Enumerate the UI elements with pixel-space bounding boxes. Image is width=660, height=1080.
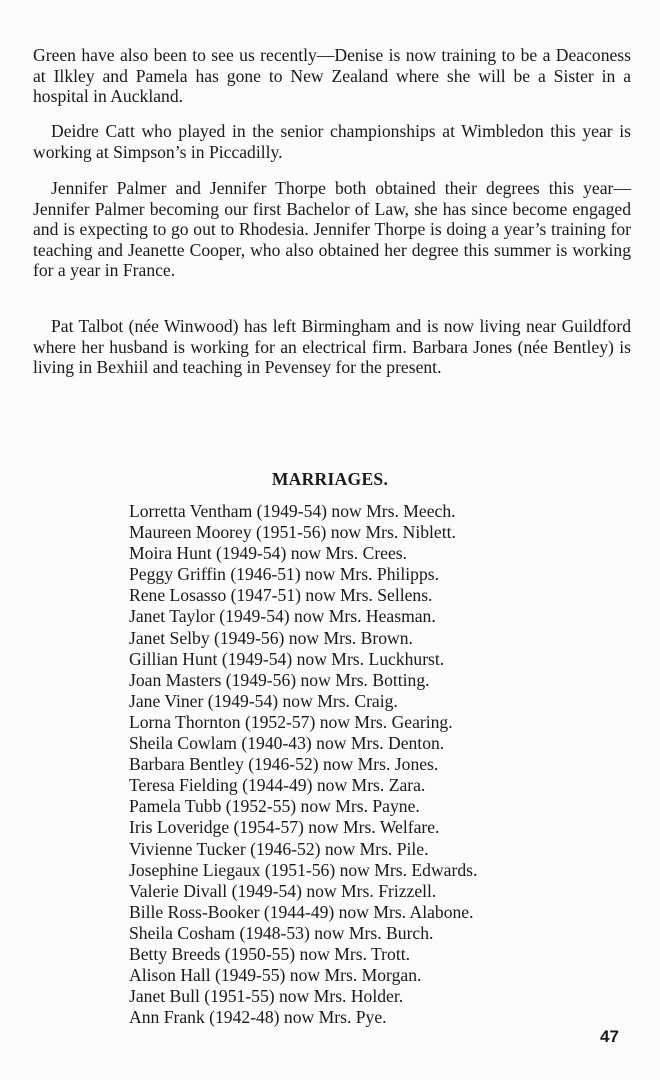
list-item: Bille Ross-Booker (1944-49) now Mrs. Alabone. bbox=[129, 901, 474, 922]
list-item: Janet Taylor (1949-54) now Mrs. Heasman. bbox=[129, 606, 436, 627]
marriages-heading: MARRIAGES. bbox=[271, 469, 389, 489]
list-item: Gillian Hunt (1949-54) now Mrs. Luckhurst. bbox=[129, 648, 445, 669]
list-item: Iris Loveridge (1954-57) now Mrs. Welfare. bbox=[129, 817, 440, 838]
list-item: Joan Masters (1949-56) now Mrs. Botting. bbox=[129, 669, 430, 690]
list-item: Josephine Liegaux (1951-56) now Mrs. Edwards. bbox=[129, 859, 478, 880]
list-item: Peggy Griffin (1946-51) now Mrs. Philipps. bbox=[129, 564, 440, 585]
paragraph-green-continued: Green have also been to see us recently—Denise is now training to be a Deaconess at Ilkley and Pamela has gone to New Zealand where she will be a Sister in a hospital in Auckland. bbox=[33, 45, 631, 106]
list-item: Teresa Fielding (1944-49) now Mrs. Zara. bbox=[129, 775, 426, 796]
list-item: Lorretta Ventham (1949-54) now Mrs. Meech. bbox=[129, 501, 456, 521]
list-item: Moira Hunt (1949-54) now Mrs. Crees. bbox=[129, 543, 408, 564]
list-item: Barbara Bentley (1946-52) now Mrs. Jones. bbox=[129, 754, 439, 775]
list-item: Betty Breeds (1950-55) now Mrs. Trott. bbox=[129, 943, 411, 964]
list-item: Alison Hall (1949-55) now Mrs. Morgan. bbox=[129, 965, 422, 986]
list-item: Jane Viner (1949-54) now Mrs. Craig. bbox=[129, 690, 398, 711]
list-item: Janet Selby (1949-56) now Mrs. Brown. bbox=[129, 627, 413, 648]
page-number: 47 bbox=[600, 1027, 619, 1046]
list-item: Pamela Tubb (1952-55) now Mrs. Payne. bbox=[129, 796, 420, 817]
marriages-list bbox=[129, 501, 477, 1028]
list-item: Valerie Divall (1949-54) now Mrs. Frizzell. bbox=[129, 880, 437, 901]
paragraph-pat-talbot: Pat Talbot (née Winwood) has left Birmingham and is now living near Guildford where her husband is working for an electrical firm. Barbara Jones (née Bentley) is living in Bexhiil and teaching in Pevensey for the present. bbox=[33, 316, 631, 377]
list-item: Janet Bull (1951-55) now Mrs. Holder. bbox=[129, 986, 404, 1007]
list-item: Rene Losasso (1947-51) now Mrs. Sellens. bbox=[129, 585, 433, 606]
list-item: Lorna Thornton (1952-57) now Mrs. Gearing. bbox=[129, 711, 453, 732]
list-item: Sheila Cowlam (1940-43) now Mrs. Denton. bbox=[129, 733, 445, 754]
list-item: Sheila Cosham (1948-53) now Mrs. Burch. bbox=[129, 922, 434, 943]
list-item: Vivienne Tucker (1946-52) now Mrs. Pile. bbox=[129, 838, 429, 859]
paragraph-jennifer-degrees: Jennifer Palmer and Jennifer Thorpe both obtained their degrees this year—Jennifer Palmer becoming our first Bachelor of Law, she has since become engaged and is expecting to go out to Rhodesia. Jennifer Thorpe is doing a year’s training for teaching and Jeanette Cooper, who also obtained her degree this summer is working for a year in France. bbox=[33, 178, 631, 280]
paragraph-deidre-catt: Deidre Catt who played in the senior championships at Wimbledon this year is working at Simpson’s in Piccadilly. bbox=[33, 121, 631, 162]
list-item: Ann Frank (1942-48) now Mrs. Pye. bbox=[129, 1007, 387, 1028]
list-item: Maureen Moorey (1951-56) now Mrs. Niblett. bbox=[129, 522, 456, 543]
